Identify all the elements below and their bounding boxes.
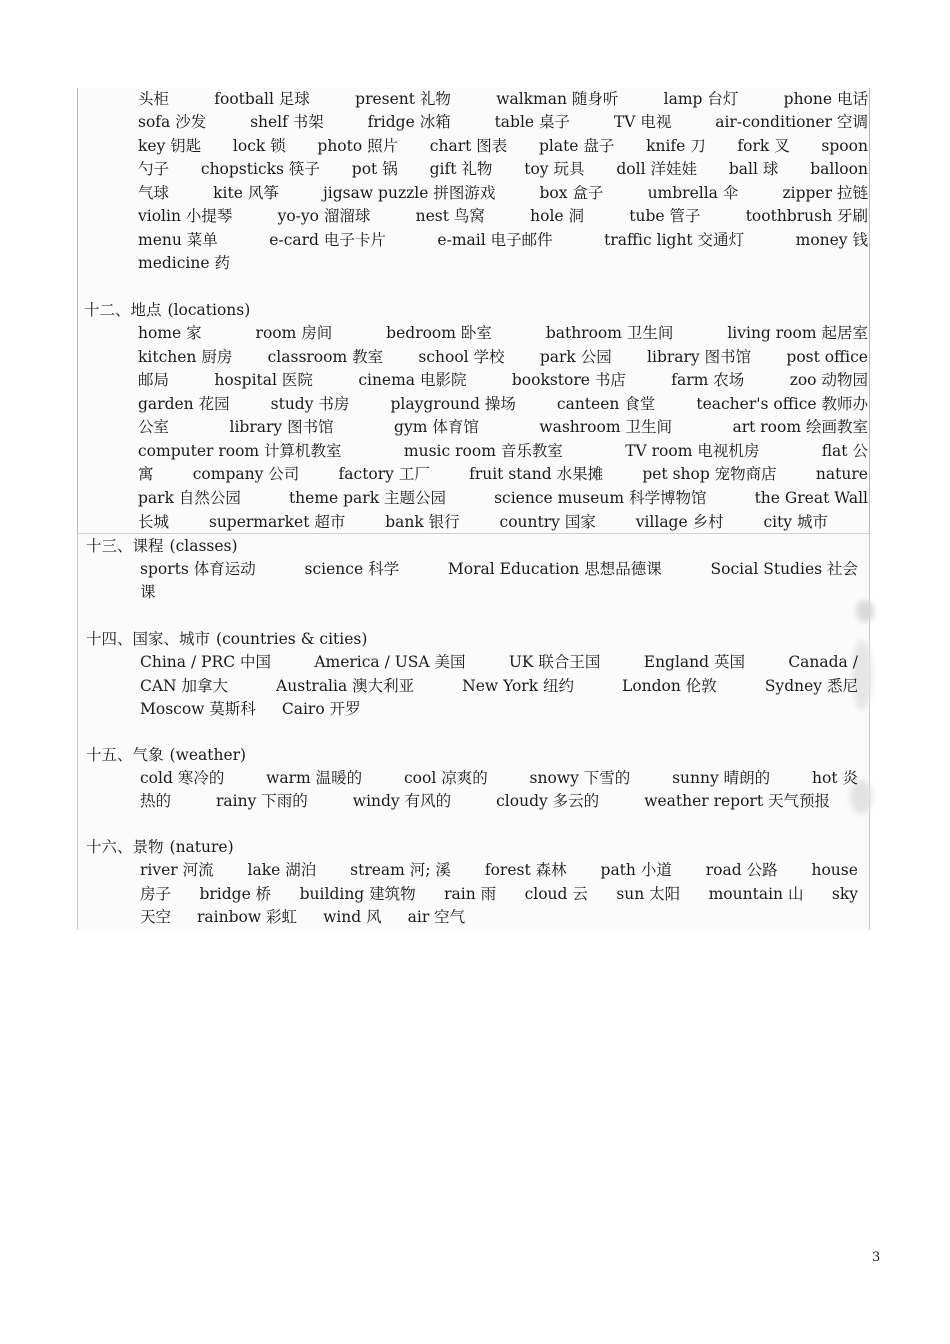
vocab-item: road 公路 xyxy=(705,861,778,879)
locations-line xyxy=(138,415,868,439)
nature-line xyxy=(140,882,858,906)
vocab-item: science 科学 xyxy=(304,560,400,578)
vocab-item: toothbrush 牙刷 xyxy=(745,207,868,225)
vocab-item: kite 风筝 xyxy=(213,184,279,202)
vocab-item: yo-yo 溜溜球 xyxy=(277,207,371,225)
vocab-item: playground 操场 xyxy=(390,395,516,413)
vocab-item: windy 有风的 xyxy=(352,792,452,810)
vocab-item: lamp 台灯 xyxy=(663,90,739,108)
vocab-item: zipper 拉链 xyxy=(782,184,868,202)
scan-smudge xyxy=(856,600,874,622)
vocab-item: ball 球 xyxy=(728,160,779,178)
section-heading-nature xyxy=(86,835,234,859)
vocab-item: art room 绘画教室 xyxy=(732,418,868,436)
vocab-item: cool 凉爽的 xyxy=(404,769,488,787)
vocab-item: kitchen 厨房 xyxy=(138,348,233,366)
vocab-item: bedroom 卧室 xyxy=(386,324,492,342)
weather-line xyxy=(140,766,858,790)
vocab-item: factory 工厂 xyxy=(338,465,430,483)
locations-line xyxy=(138,392,868,416)
vocab-item: study 书房 xyxy=(270,395,350,413)
vocab-item: lake 湖泊 xyxy=(247,861,317,879)
vocab-item: present 礼物 xyxy=(355,90,451,108)
vocab-item: box 盒子 xyxy=(539,184,604,202)
vocab-item: rainbow 彩虹 xyxy=(197,908,298,926)
vocab-item: CAN 加拿大 xyxy=(140,677,229,695)
locations-line xyxy=(138,368,868,392)
section-heading-classes xyxy=(86,534,238,558)
vocab-item: New York 纽约 xyxy=(462,677,575,695)
page-number: 3 xyxy=(872,1250,881,1265)
vocab-item: key 钥匙 xyxy=(138,137,202,155)
vocab-item: gift 礼物 xyxy=(429,160,493,178)
vocab-item: England 英国 xyxy=(643,653,745,671)
heading-cn: 十三、课程 xyxy=(86,537,164,555)
vocab-item: bathroom 卫生间 xyxy=(545,324,674,342)
vocab-item: country 国家 xyxy=(499,513,596,531)
vocab-item: Moral Education 思想品德课 xyxy=(447,560,662,578)
vocab-item: company 公司 xyxy=(192,465,300,483)
locations-line xyxy=(138,321,868,345)
vocab-item: tube 管子 xyxy=(629,207,701,225)
vocab-item: London 伦敦 xyxy=(622,677,717,695)
vocab-item: bank 银行 xyxy=(385,513,460,531)
vocab-item: library 图书馆 xyxy=(229,418,334,436)
vocab-item: spoon xyxy=(821,137,868,155)
vocab-item: rainy 下雨的 xyxy=(216,792,308,810)
vocab-item: money 钱 xyxy=(795,231,868,249)
vocab-item: Cairo 开罗 xyxy=(281,700,361,718)
vocab-item: wind 风 xyxy=(323,908,382,926)
vocab-item: 长城 xyxy=(138,513,170,531)
vocab-item: fridge 冰箱 xyxy=(367,113,451,131)
vocab-item: e-mail 电子邮件 xyxy=(437,231,553,249)
vocab-item: canteen 食堂 xyxy=(556,395,656,413)
vocab-item: 房子 xyxy=(140,885,172,903)
vocab-item: science museum 科学博物馆 xyxy=(494,489,707,507)
vocab-item: 寓 xyxy=(138,465,154,483)
vocab-item: school 学校 xyxy=(418,348,505,366)
classes-line xyxy=(140,580,858,604)
vocab-item: pot 锅 xyxy=(351,160,398,178)
vocab-item: medicine 药 xyxy=(138,254,230,272)
countries-line xyxy=(140,650,858,674)
vocab-item: cloudy 多云的 xyxy=(496,792,600,810)
vocab-item: living room 起居室 xyxy=(727,324,868,342)
vocab-item: hospital 医院 xyxy=(214,371,313,389)
heading-cn: 十六、景物 xyxy=(86,838,164,856)
vocab-item: violin 小提琴 xyxy=(138,207,233,225)
vocab-item: chopsticks 筷子 xyxy=(200,160,320,178)
vocab-item: pet shop 宠物商店 xyxy=(642,465,777,483)
vocab-item: football 足球 xyxy=(214,90,310,108)
vocab-item: 邮局 xyxy=(138,371,170,389)
classes-line xyxy=(140,557,858,581)
vocab-item: sports 体育运动 xyxy=(140,560,256,578)
vocab-item: cold 寒冷的 xyxy=(140,769,225,787)
vocab-item: park 公园 xyxy=(539,348,612,366)
vocab-item: air 空气 xyxy=(407,908,466,926)
vocab-item: e-card 电子卡片 xyxy=(269,231,386,249)
vocab-item: warm 温暖的 xyxy=(266,769,363,787)
vocab-item: 天空 xyxy=(140,908,172,926)
heading-cn: 十五、气象 xyxy=(86,746,164,764)
vocab-item: balloon xyxy=(810,160,868,178)
heading-en: (locations) xyxy=(167,301,251,319)
vocab-item: air-conditioner 空调 xyxy=(715,113,868,131)
vocab-item: 课 xyxy=(140,583,156,601)
vocab-item: computer room 计算机教室 xyxy=(138,442,342,460)
heading-en: (countries & cities) xyxy=(216,630,368,648)
vocab-item: mountain 山 xyxy=(708,885,804,903)
heading-cn: 十四、国家、城市 xyxy=(86,630,211,648)
vocab-item: teacher's office 教师办 xyxy=(696,395,868,413)
vocab-item: the Great Wall xyxy=(754,489,868,507)
vocab-item: chart 图表 xyxy=(429,137,508,155)
vocab-item: table 桌子 xyxy=(494,113,571,131)
vocab-item: shelf 书架 xyxy=(250,113,324,131)
vocab-line xyxy=(138,251,868,275)
vocab-item: farm 农场 xyxy=(671,371,745,389)
weather-line xyxy=(140,789,830,813)
vocab-item: bridge 桥 xyxy=(199,885,272,903)
vocab-item: forest 森林 xyxy=(484,861,567,879)
vocab-item: weather report 天气预报 xyxy=(644,792,830,810)
locations-line xyxy=(138,462,868,486)
section-heading-countries xyxy=(86,627,367,651)
vocab-item: 头柜 xyxy=(138,90,170,108)
vocab-item: umbrella 伞 xyxy=(647,184,739,202)
vocab-item: zoo 动物园 xyxy=(789,371,868,389)
vocab-item: village 乡村 xyxy=(635,513,724,531)
vocab-item: house xyxy=(811,861,858,879)
vocab-item: building 建筑物 xyxy=(299,885,416,903)
vocab-item: knife 刀 xyxy=(646,137,706,155)
vocab-item: sofa 沙发 xyxy=(138,113,207,131)
vocab-item: menu 菜单 xyxy=(138,231,218,249)
vocab-item: lock 锁 xyxy=(232,137,286,155)
vocab-item: theme park 主题公园 xyxy=(288,489,447,507)
section-heading-weather xyxy=(86,743,246,767)
locations-line xyxy=(138,345,868,369)
heading-en: (classes) xyxy=(169,537,238,555)
vocab-item: America / USA 美国 xyxy=(314,653,466,671)
vocab-item: doll 洋娃娃 xyxy=(616,160,697,178)
vocab-item: music room 音乐教室 xyxy=(403,442,563,460)
vocab-item: park 自然公园 xyxy=(138,489,241,507)
vocab-item: city 城市 xyxy=(763,513,828,531)
heading-en: (weather) xyxy=(169,746,247,764)
vocab-line xyxy=(138,181,868,205)
vocab-item: cloud 云 xyxy=(524,885,588,903)
vocab-line xyxy=(138,228,868,252)
vocab-item: hot 炎 xyxy=(812,769,858,787)
vocab-item: sun 太阳 xyxy=(616,885,681,903)
vocab-item: hole 洞 xyxy=(530,207,585,225)
vocab-line xyxy=(138,204,868,228)
vocab-item: flat 公 xyxy=(821,442,868,460)
vocab-item: Canada / xyxy=(788,653,858,671)
vocab-item: UK 联合王国 xyxy=(508,653,601,671)
vocab-item: stream 河; 溪 xyxy=(350,861,451,879)
vocab-item: Social Studies 社会 xyxy=(710,560,858,578)
vocab-item: jigsaw puzzle 拼图游戏 xyxy=(322,184,496,202)
section-heading-locations xyxy=(84,298,250,322)
heading-cn: 十二、地点 xyxy=(84,301,162,319)
vocab-line xyxy=(138,134,868,158)
vocab-item: plate 盘子 xyxy=(538,137,615,155)
vocab-line xyxy=(138,110,868,134)
locations-line xyxy=(138,510,828,534)
vocab-item: TV room 电视机房 xyxy=(625,442,760,460)
vocab-item: cinema 电影院 xyxy=(358,371,467,389)
vocab-item: library 图书馆 xyxy=(647,348,752,366)
vocab-item: photo 照片 xyxy=(317,137,399,155)
vocab-item: bookstore 书店 xyxy=(511,371,626,389)
countries-line xyxy=(140,697,858,721)
countries-line xyxy=(140,674,858,698)
heading-en: (nature) xyxy=(169,838,234,856)
vocab-item: Sydney 悉尼 xyxy=(764,677,858,695)
vocab-line xyxy=(138,87,868,111)
vocab-item: phone 电话 xyxy=(783,90,868,108)
vocab-item: room 房间 xyxy=(255,324,333,342)
vocab-item: home 家 xyxy=(138,324,202,342)
vocab-item: 热的 xyxy=(140,792,172,810)
vocab-item: garden 花园 xyxy=(138,395,230,413)
vocab-line xyxy=(138,157,868,181)
nature-line xyxy=(140,858,858,882)
vocab-item: post office xyxy=(786,348,868,366)
vocab-item: supermarket 超市 xyxy=(208,513,346,531)
locations-line xyxy=(138,439,868,463)
vocab-item: toy 玩具 xyxy=(524,160,585,178)
nature-line xyxy=(140,905,858,929)
vocab-item: fork 叉 xyxy=(737,137,790,155)
vocab-item: traffic light 交通灯 xyxy=(604,231,745,249)
vocab-item: sky xyxy=(831,885,858,903)
vocab-item: China / PRC 中国 xyxy=(140,653,271,671)
vocab-item: sunny 晴朗的 xyxy=(672,769,771,787)
vocab-item: washroom 卫生间 xyxy=(539,418,672,436)
vocab-item: snowy 下雪的 xyxy=(529,769,631,787)
vocab-item: 气球 xyxy=(138,184,170,202)
vocab-item: 勺子 xyxy=(138,160,170,178)
vocab-item: Moscow 莫斯科 xyxy=(140,700,256,718)
vocab-item: path 小道 xyxy=(600,861,672,879)
vocab-item: Australia 澳大利亚 xyxy=(276,677,415,695)
vocab-item: gym 体育馆 xyxy=(394,418,479,436)
vocab-item: 公室 xyxy=(138,418,170,436)
vocab-item: TV 电视 xyxy=(613,113,672,131)
vocab-item: classroom 教室 xyxy=(267,348,384,366)
vocab-item: fruit stand 水果摊 xyxy=(469,465,604,483)
vocab-item: nature xyxy=(815,465,868,483)
vocab-item: river 河流 xyxy=(140,861,214,879)
vocab-item: walkman 随身听 xyxy=(496,90,619,108)
vocab-item: nest 鸟窝 xyxy=(415,207,485,225)
vocab-item: rain 雨 xyxy=(444,885,497,903)
locations-line xyxy=(138,486,868,510)
